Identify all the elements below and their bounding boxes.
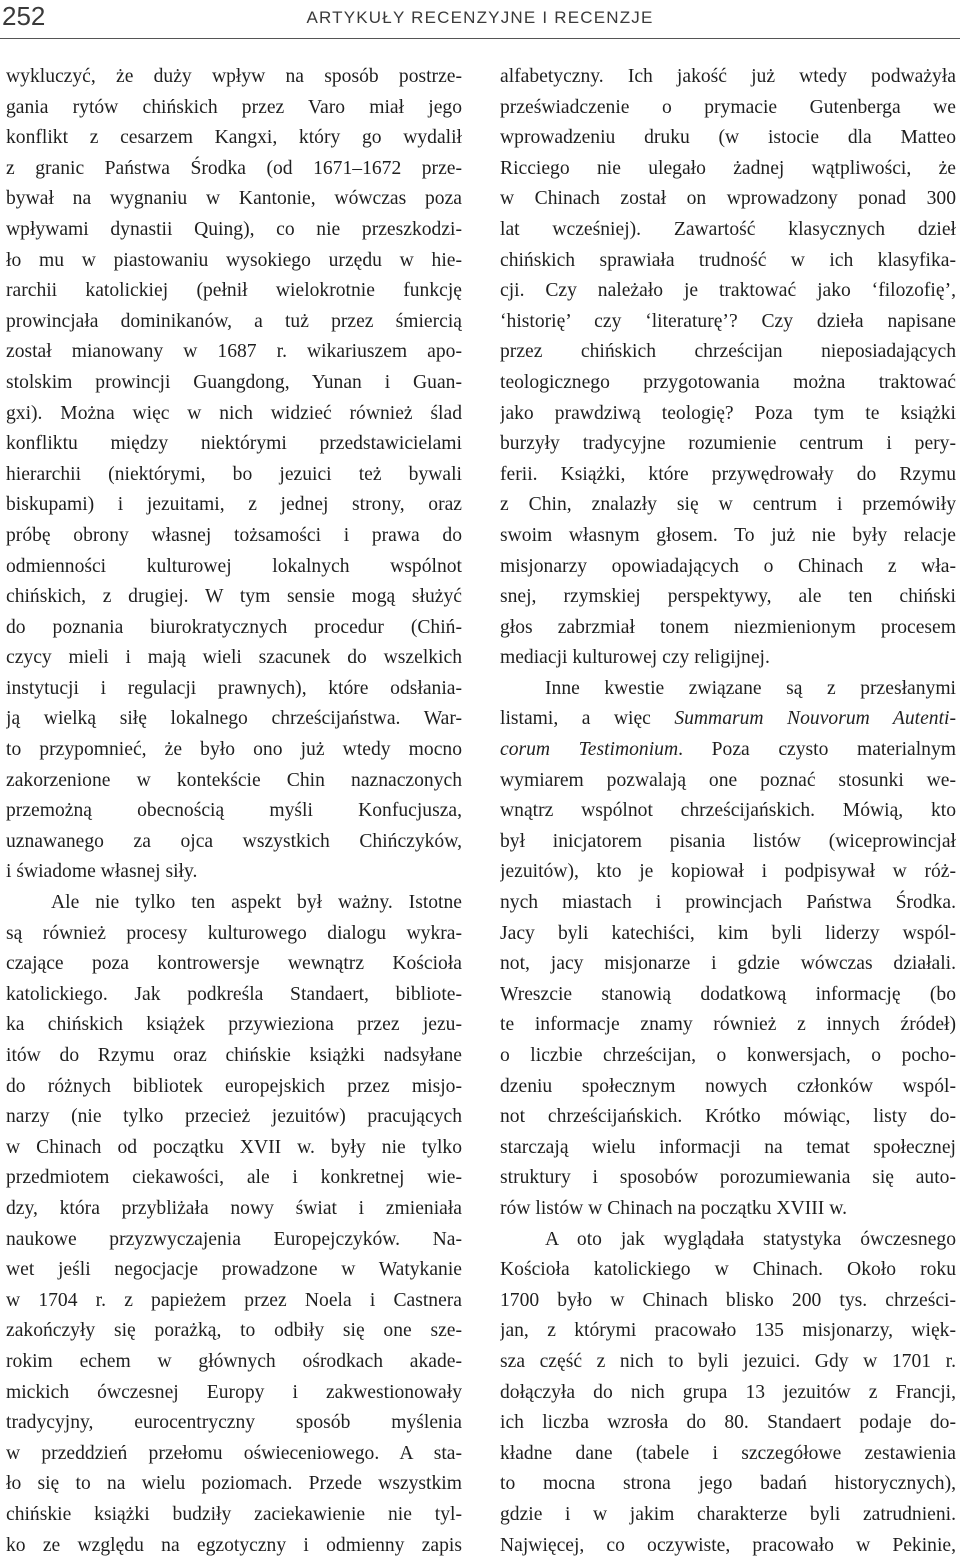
left-column-line (6, 399, 462, 430)
line-text: mediacji kulturowej czy religijnej. (500, 647, 770, 668)
line-text: sza część z nich to byli jezuici. Gdy w 1701 r. (500, 1351, 956, 1372)
line-text: rarchii katolickiej (pełnił wielokrotnie funkcję (6, 280, 462, 301)
line-text: Kościoła katolickiego w Chinach. Około roku (500, 1259, 956, 1280)
line-text: są również procesy kulturowego dialogu wykra- (6, 923, 462, 944)
left-column-line (6, 1408, 462, 1439)
right-column-line (500, 582, 956, 613)
line-text: lat wcześniej). Zawartość klasycznych dzieł (500, 219, 956, 240)
line-text: ferii. Książki, które przywędrowały do Rzymu (500, 464, 956, 485)
line-text: przedmiotem ciekawości, ale i konkretnej wie- (6, 1167, 462, 1188)
left-column-line (6, 643, 462, 674)
left-column-line (6, 246, 462, 277)
line-text: wet jeśli negocjacje prowadzone w Watykanie (6, 1259, 462, 1280)
line-text: chińskie książki budziły zaciekawienie nie tyl- (6, 1504, 462, 1525)
left-column-line (6, 1286, 462, 1317)
left-column-line (6, 93, 462, 124)
right-column-line (500, 1010, 956, 1041)
left-column-line (6, 490, 462, 521)
left-column-line (6, 460, 462, 491)
line-text: chińskich sprawiała trudność w ich klasyfika- (500, 250, 956, 271)
line-text: konfliktu między niektórymi przedstawicielami (6, 433, 462, 454)
right-column-line (500, 154, 956, 185)
right-column-line (500, 766, 956, 797)
line-text: ło się to na wielu poziomach. Przede wszystkim (6, 1473, 462, 1494)
left-column-line (6, 827, 462, 858)
right-column-line (500, 184, 956, 215)
line-text: z granic Państwa Środka (od 1671–1672 prze- (6, 158, 462, 179)
left-column-line (6, 1531, 462, 1561)
right-column-line (500, 1072, 956, 1103)
line-text: ło mu w piastowaniu wysokiego urzędu w hie- (6, 250, 462, 271)
right-column-line (500, 429, 956, 460)
line-text: teologicznego przygotowania można traktować (500, 372, 956, 393)
line-text: był inicjatorem pisania listów (wiceprowincjał (500, 831, 956, 852)
line-text: Ricciego nie ulegało żadnej wątpliwości, że (500, 158, 956, 179)
left-column-line (6, 1316, 462, 1347)
line-text: jan, z którymi pracowało 135 misjonarzy, więk- (500, 1320, 956, 1341)
right-column-line (500, 276, 956, 307)
right-column-line (500, 1225, 956, 1256)
line-text: dzy, która przybliżała nowy świat i zmieniała (6, 1198, 462, 1219)
line-text: ko ze względu na egzotyczny i odmienny zapis (6, 1535, 462, 1556)
right-column-line (500, 1469, 956, 1500)
line-text: dzeniu społecznym nowych członków wspól- (500, 1076, 956, 1097)
left-column-line (6, 184, 462, 215)
left-column-line (6, 1041, 462, 1072)
line-text: prowincjała dominikanów, a tuż przez śmiercią (6, 311, 462, 332)
line-text: itów do Rzymu oraz chińskie książki nadsyłane (6, 1045, 462, 1066)
right-column-line (500, 1500, 956, 1531)
line-text: swoim własnym głosem. To już nie były relacje (500, 525, 956, 546)
left-column-line (6, 1010, 462, 1041)
line-text: naukowe przyzwyczajenia Europejczyków. Na- (6, 1229, 462, 1250)
left-column-line (6, 62, 462, 93)
left-column-line (6, 857, 462, 888)
line-text: czycy mieli i mają wieli szacunek do wszelkich (6, 647, 462, 668)
line-text: jako prawdziwą teologię? Poza tym te książki (500, 403, 956, 424)
left-column-line (6, 704, 462, 735)
line-text: w Chinach został on wprowadzony ponad 300 (500, 188, 956, 209)
line-text: gxi). Można więc w nich widzieć również ślad (6, 403, 462, 424)
line-text: mickich ówczesnej Europy i zakwestionowały (6, 1382, 462, 1403)
right-column-line (500, 1408, 956, 1439)
right-column-line (500, 1439, 956, 1470)
right-column-line (500, 704, 956, 735)
line-text: w Chinach od początku XVII w. były nie tylko (6, 1137, 462, 1158)
right-column-line (500, 552, 956, 583)
right-column-line (500, 949, 956, 980)
right-column-line (500, 368, 956, 399)
line-text: not, jacy misjonarze i gdzie wówczas działali. (500, 953, 956, 974)
line-text: wykluczyć, że duży wpływ na sposób postrze- (6, 66, 462, 87)
line-text: Najwięcej, co oczywiste, pracowało w Pekinie, (500, 1535, 956, 1556)
left-column-line (6, 1163, 462, 1194)
line-text: z Chin, znalazły się w centrum i przemówiły (500, 494, 956, 515)
line-text: katolickiego. Jak podkreśla Standaert, bibliote- (6, 984, 462, 1005)
line-text: snej, rzymskiej perspektywy, ale ten chiński (500, 586, 956, 607)
line-text: ją wielką siłę lokalnego chrześcijaństwa. War- (6, 708, 462, 729)
right-column-line (500, 1531, 956, 1561)
left-column-line (6, 949, 462, 980)
left-text-column (6, 62, 462, 1561)
line-text: odmienności kulturowej lokalnych wspólnot (6, 556, 462, 577)
line-text: wymiarem pozwalają one poznać stosunki we- (500, 770, 956, 791)
line-text: przeświadczenie o prymacie Gutenberga we (500, 97, 956, 118)
right-column-line (500, 827, 956, 858)
right-column-line (500, 62, 956, 93)
line-text: gania rytów chińskich przez Varo miał jego (6, 97, 462, 118)
right-column-line (500, 796, 956, 827)
left-column-line (6, 735, 462, 766)
left-column-line (6, 796, 462, 827)
line-text: ka chińskich książek przywieziona przez jezu- (6, 1014, 462, 1035)
running-head-title: ARTYKUŁY RECENZYJNE I RECENZJE (0, 8, 960, 28)
right-column-line (500, 307, 956, 338)
right-column-line (500, 613, 956, 644)
line-text: w 1704 r. z papieżem przez Noela i Castnera (6, 1290, 462, 1311)
left-column-line (6, 552, 462, 583)
line-text: not chrześcijańskich. Krótko mówiąc, listy do- (500, 1106, 956, 1127)
line-text: cji. Czy należało je traktować jako ‘filozofię’, (500, 280, 956, 301)
line-text: hierarchii (niektórymi, bo jezuici też bywali (6, 464, 462, 485)
right-column-line (500, 460, 956, 491)
left-column-line (6, 919, 462, 950)
right-column-line (500, 399, 956, 430)
line-text: wprowadzeniu druku (w istocie dla Matteo (500, 127, 956, 148)
line-text: Jacy byli katechiści, kim byli liderzy wspól- (500, 923, 956, 944)
right-column-line (500, 1378, 956, 1409)
line-text: struktury i sposobów porozumiewania się auto- (500, 1167, 956, 1188)
line-text: instytucji i regulacji prawnych), które odsłania- (6, 678, 462, 699)
line-text: o liczbie chrześcijan, o konwersjach, o pocho- (500, 1045, 956, 1066)
line-text: Wreszcie stanowią dodatkową informację (bo (500, 984, 956, 1005)
left-column-line (6, 980, 462, 1011)
left-column-line (6, 766, 462, 797)
line-text: czające poza kontrowersje wewnątrz Kościoła (6, 953, 462, 974)
line-text: zakończyły się porażką, to odbiły się one sze- (6, 1320, 462, 1341)
line-text: przemożną obecnością myśli Konfucjusza, (6, 800, 462, 821)
line-text: ich liczba wzrosła do 80. Standaert podaje do- (500, 1412, 956, 1433)
line-text: gdzie i w jakim charakterze byli zatrudnieni. (500, 1504, 956, 1525)
line-text: narzy (nie tylko przecież jezuitów) pracujących (6, 1106, 462, 1127)
right-column-line (500, 674, 956, 705)
line-text: próbę obrony własnej tożsamości i prawa do (6, 525, 462, 546)
line-text: zakorzenione w kontekście Chin naznaczonych (6, 770, 462, 791)
line-text: przez chińskich chrześcijan nieposiadających (500, 341, 956, 362)
line-text: nych miastach i prowincjach Państwa Środka. (500, 892, 956, 913)
right-column-line (500, 123, 956, 154)
left-column-line (6, 888, 462, 919)
line-text: misjonarzy opowiadających o Chinach z wła- (500, 556, 956, 577)
line-text: listami, a więc (500, 708, 674, 729)
page-number: 252 (2, 0, 45, 32)
right-column-line (500, 888, 956, 919)
left-column-line (6, 1500, 462, 1531)
line-text: te informacje znamy również z innych źródeł) (500, 1014, 956, 1035)
line-text: wnątrz wspólnot chrześcijańskich. Mówią, kto (500, 800, 956, 821)
left-column-line (6, 154, 462, 185)
line-text: do różnych bibliotek europejskich przez misjo- (6, 1076, 462, 1097)
line-text: został mianowany w 1687 r. wikariuszem apo- (6, 341, 462, 362)
right-column-line (500, 919, 956, 950)
left-column-line (6, 1194, 462, 1225)
left-column-line (6, 123, 462, 154)
left-column-line (6, 1072, 462, 1103)
line-text: i świadome własnej siły. (6, 861, 197, 882)
right-column-line (500, 980, 956, 1011)
left-column-line (6, 674, 462, 705)
left-column-line (6, 307, 462, 338)
right-column-line (500, 1133, 956, 1164)
left-column-line (6, 1225, 462, 1256)
line-text: kładne dane (tabele i szczegółowe zestawienia (500, 1443, 956, 1464)
header-rule (0, 38, 960, 39)
line-text: burzyły tradycyjne rozumienie centrum i pery- (500, 433, 956, 454)
right-column-line (500, 1163, 956, 1194)
right-column-line (500, 1316, 956, 1347)
line-text: chińskich, z drugiej. W tym sensie mogą służyć (6, 586, 462, 607)
line-text: uznawanego za ojca wszystkich Chińczyków, (6, 831, 462, 852)
left-column-line (6, 368, 462, 399)
right-column-line (500, 1194, 956, 1225)
left-column-line (6, 429, 462, 460)
line-text: w przeddzień przełomu oświeceniowego. A sta- (6, 1443, 462, 1464)
line-text: dołączyła do nich grupa 13 jezuitów z Francji, (500, 1382, 956, 1403)
right-column-line (500, 1286, 956, 1317)
right-column-line (500, 1102, 956, 1133)
line-text: bywał na wygnaniu w Kantonie, wówczas poza (6, 188, 462, 209)
left-column-line (6, 613, 462, 644)
right-column-line (500, 246, 956, 277)
left-column-line (6, 1133, 462, 1164)
right-column-line (500, 857, 956, 888)
line-text-after: . Poza czysto materialnym (678, 739, 956, 760)
line-text: wpływami dynastii Quing), co nie przeszkodzi- (6, 219, 462, 240)
line-text: ‘historię’ czy ‘literaturę’? Czy dzieła napisane (500, 311, 956, 332)
right-column-line (500, 93, 956, 124)
right-column-line (500, 1255, 956, 1286)
line-text: to mocna strona jego badań historycznych), (500, 1473, 956, 1494)
line-text: starczają wielu informacji na temat społecznej (500, 1137, 956, 1158)
line-text: głos zabrzmiał tonem niezmienionym procesem (500, 617, 956, 638)
left-column-line (6, 337, 462, 368)
left-column-line (6, 1469, 462, 1500)
right-column-line (500, 215, 956, 246)
left-column-line (6, 1378, 462, 1409)
right-column-line (500, 521, 956, 552)
line-text: rów listów w Chinach na początku XVIII w. (500, 1198, 847, 1219)
left-column-line (6, 276, 462, 307)
line-text: Inne kwestie związane są z przesłanymi (545, 678, 956, 699)
line-text: konflikt z cesarzem Kangxi, który go wydalił (6, 127, 462, 148)
line-text: alfabetyczny. Ich jakość już wtedy podważyła (500, 66, 956, 87)
left-column-line (6, 1102, 462, 1133)
line-text: do poznania biurokratycznych procedur (Chiń- (6, 617, 462, 638)
right-column-line (500, 735, 956, 766)
line-text: biskupami) i jezuitami, z jednej strony, oraz (6, 494, 462, 515)
right-column-line (500, 337, 956, 368)
line-text: tradycyjny, eurocentryczny sposób myślenia (6, 1412, 462, 1433)
left-column-line (6, 215, 462, 246)
left-column-line (6, 1255, 462, 1286)
left-column-line (6, 1439, 462, 1470)
right-column-line (500, 490, 956, 521)
line-text: Ale nie tylko ten aspekt był ważny. Istotne (51, 892, 462, 913)
running-header (0, 0, 960, 40)
right-column-line (500, 1041, 956, 1072)
left-column-line (6, 521, 462, 552)
line-text: rokim echem w głównych ośrodkach akade- (6, 1351, 462, 1372)
right-column-line (500, 1347, 956, 1378)
line-text: jezuitów), kto je kopiował i podpisywał w róż- (500, 861, 956, 882)
line-text: stolskim prowincji Guangdong, Yunan i Guan- (6, 372, 462, 393)
right-text-column (500, 62, 956, 1561)
line-text: A oto jak wyglądała statystyka ówczesnego (545, 1229, 956, 1250)
line-italic-title: Summarum Nouvorum Autenti- (674, 708, 956, 729)
line-text: 1700 było w Chinach blisko 200 tys. chrześci- (500, 1290, 956, 1311)
right-column-line (500, 643, 956, 674)
left-column-line (6, 582, 462, 613)
line-text: to przypomnieć, że było ono już wtedy mocno (6, 739, 462, 760)
line-italic-title: corum Testimonium (500, 739, 678, 760)
left-column-line (6, 1347, 462, 1378)
